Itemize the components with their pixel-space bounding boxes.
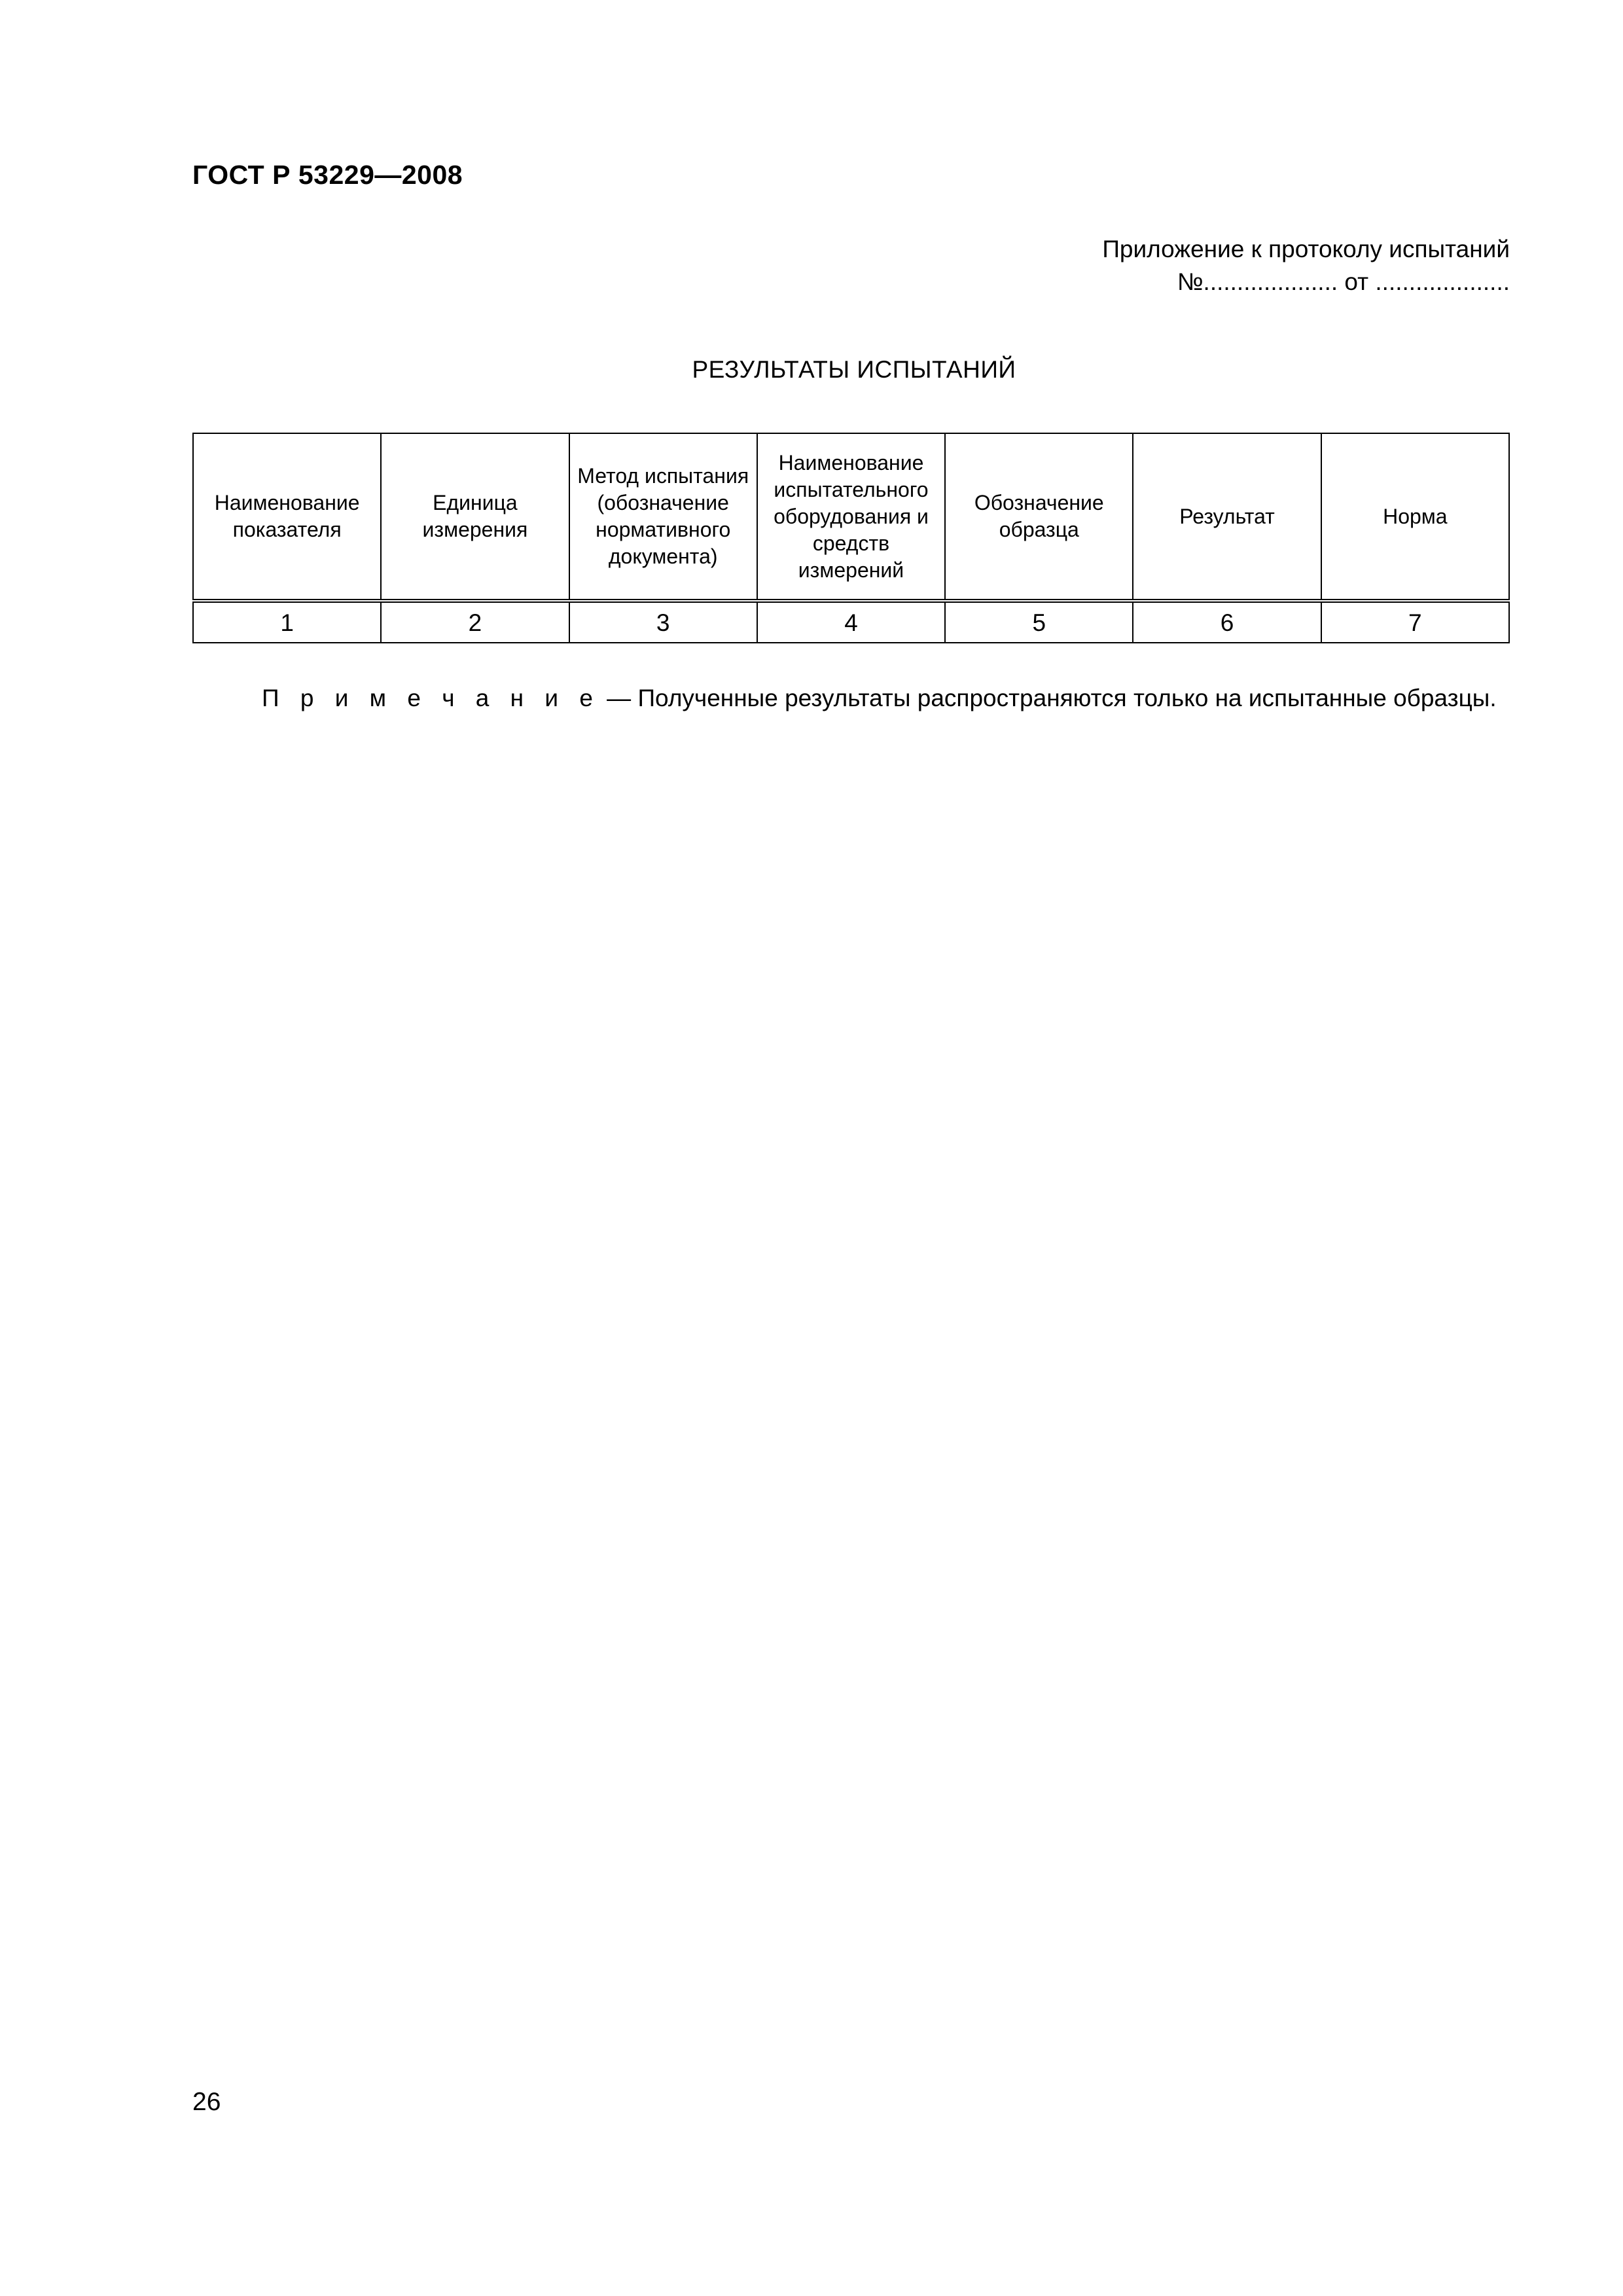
header-sample-id: Обозначение образца <box>945 433 1133 601</box>
column-number: 7 <box>1321 601 1509 643</box>
note <box>262 685 1497 712</box>
header-unit: Единица измерения <box>381 433 569 601</box>
standard-id-header: ГОСТ Р 53229—2008 <box>192 160 463 190</box>
note-label: П р и м е ч а н и е <box>262 685 600 711</box>
appendix-reference <box>1102 233 1510 298</box>
column-number: 5 <box>945 601 1133 643</box>
column-number: 3 <box>569 601 757 643</box>
page-number: 26 <box>192 2088 221 2116</box>
appendix-line-1: Приложение к протоколу испытаний <box>1102 236 1510 262</box>
header-equipment: Наименование испытательного оборудования и средств измерений <box>757 433 945 601</box>
header-indicator-name: Наименование показателя <box>193 433 381 601</box>
appendix-line-2: №.................... от .................... <box>1177 268 1510 295</box>
header-norm: Норма <box>1321 433 1509 601</box>
note-text: — Полученные результаты распространяются только на испытанные образцы. <box>599 685 1497 711</box>
table-header-row <box>193 433 1509 601</box>
results-title: РЕЗУЛЬТАТЫ ИСПЫТАНИЙ <box>692 356 1016 383</box>
column-number: 6 <box>1133 601 1321 643</box>
header-test-method: Метод испытания (обозначение нормативного документа) <box>569 433 757 601</box>
results-table <box>192 433 1510 643</box>
column-number: 2 <box>381 601 569 643</box>
header-result: Результат <box>1133 433 1321 601</box>
column-number: 4 <box>757 601 945 643</box>
column-number: 1 <box>193 601 381 643</box>
table-number-row <box>193 601 1509 643</box>
